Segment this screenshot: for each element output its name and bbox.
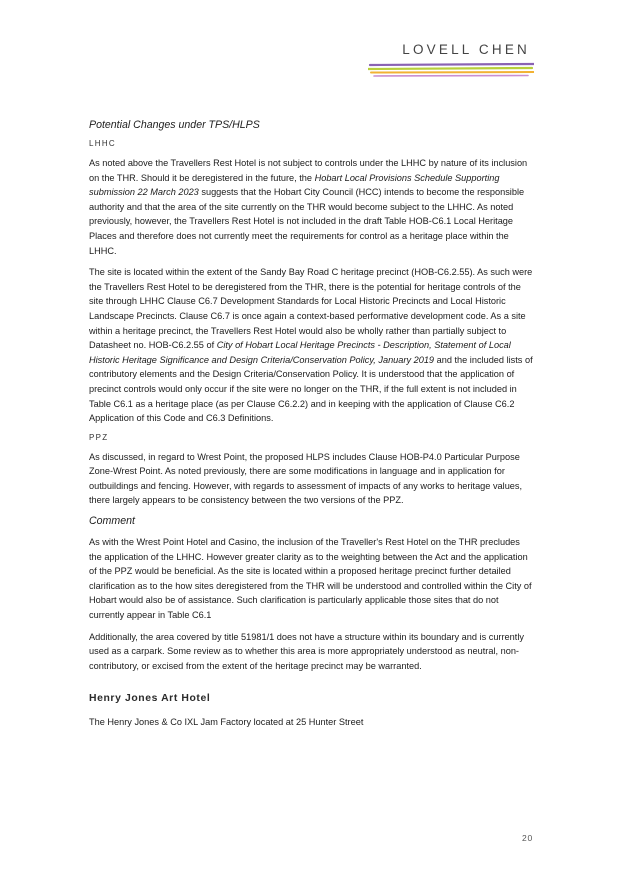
brand-stripe-pink <box>374 76 528 77</box>
brand-stripe-purple <box>370 64 534 65</box>
paragraph-ppz: As discussed, in regard to Wrest Point, the proposed HLPS includes Clause HOB-P4.0 Particular Purpose Zone-Wrest Point. As noted previously, there are some modifications in language and in application for outbuildings and fencing. However, with regards to assessment of impacts of any works to heritage values, there largely appears to be consistency between the two versions of the PPZ. <box>89 451 523 506</box>
page-number: 20 <box>522 833 534 843</box>
paragraph-lhhc-1: As noted above the Travellers Rest Hotel is not subject to controls under the LHHC by nature of its inclusion on the THR. Should it be deregistered in the future, the Hobart Local Provisions Schedule Supporting submission 22 March 2023 suggests that the Hobart City Council (HCC) intends to become the responsible authority and that the area of the site currently on the THR would become subject to the LHHC. As noted previously, however, the Travellers Rest Hotel is not included in the draft Table HOB-C6.1 Local Heritage Places and therefore does not currently meet the requirements for control as a heritage place within the LHHC. <box>89 158 528 256</box>
comment-heading: Comment <box>89 515 135 528</box>
document-body <box>89 119 534 737</box>
paragraph-lhhc-2: The site is located within the extent of the Sandy Bay Road C heritage precinct (HOB-C6.2.55). As such were the Travellers Rest Hotel to be deregistered from the THR, there is the potential for heritage controls of the site through LHHC Clause C6.7 Development Standards for Local Historic Precincts and Local Historic Landscape Precincts. Clause C6.7 is once again a context-based performative development code. As a site within a heritage precinct, the Travellers Rest Hotel would also be wholly rather than partially subject to Datasheet no. HOB-C6.2.55 of City of Hobart Local Heritage Precincts - Description, Statement of Local Historic Heritage Significance and Design Criteria/Conservation Policy, January 2019 and the included lists of contributory elements and the Design Criteria/Conservation Policy. It is understood that the application of precinct controls would only occur if the site were no longer on the THR, if the full extent is not included in Table C6.1 as a heritage place (as per Clause C6.2.2) and in keeping with the application of Clause C6.2 Application of this Code and C6.3 Definitions. <box>89 267 533 424</box>
section-heading: Potential Changes under TPS/HLPS <box>89 119 260 131</box>
brand-stripes-graphic <box>368 62 534 78</box>
subheading-lhhc: LHHC <box>89 139 116 148</box>
brand-stripe-orange <box>371 72 534 73</box>
subheading-ppz: PPZ <box>89 432 109 442</box>
paragraph-henry-jones: The Henry Jones & Co IXL Jam Factory located at 25 Hunter Street <box>89 717 364 728</box>
brand-name: LOVELL CHEN <box>402 42 530 57</box>
brand-stripe-green <box>368 68 532 69</box>
brand-logo <box>402 42 530 57</box>
henry-jones-heading: Henry Jones Art Hotel <box>89 693 211 705</box>
paragraph-comment-2: Additionally, the area covered by title 51981/1 does not have a structure within its boundary and is currently used as a carpark. Some review as to whether this area is more appropriately understood as neutral, non-contributory, or excised from the extent of the heritage precinct may be warranted. <box>89 631 524 671</box>
paragraph-comment-1: As with the Wrest Point Hotel and Casino, the inclusion of the Traveller's Rest Hotel on the THR precludes the application of the LHHC. However greater clarity as to the weighting between the Act and the application of the PPZ would be beneficial. As the site is located within a proposed heritage precinct further detailed clarification as to the how sites deregistered from the THR will be understood and controlled within the City of Hobart would also be of assistance. Such clarification is particularly applicable those sites that do not currently appear in Table C6.1 <box>89 537 532 621</box>
